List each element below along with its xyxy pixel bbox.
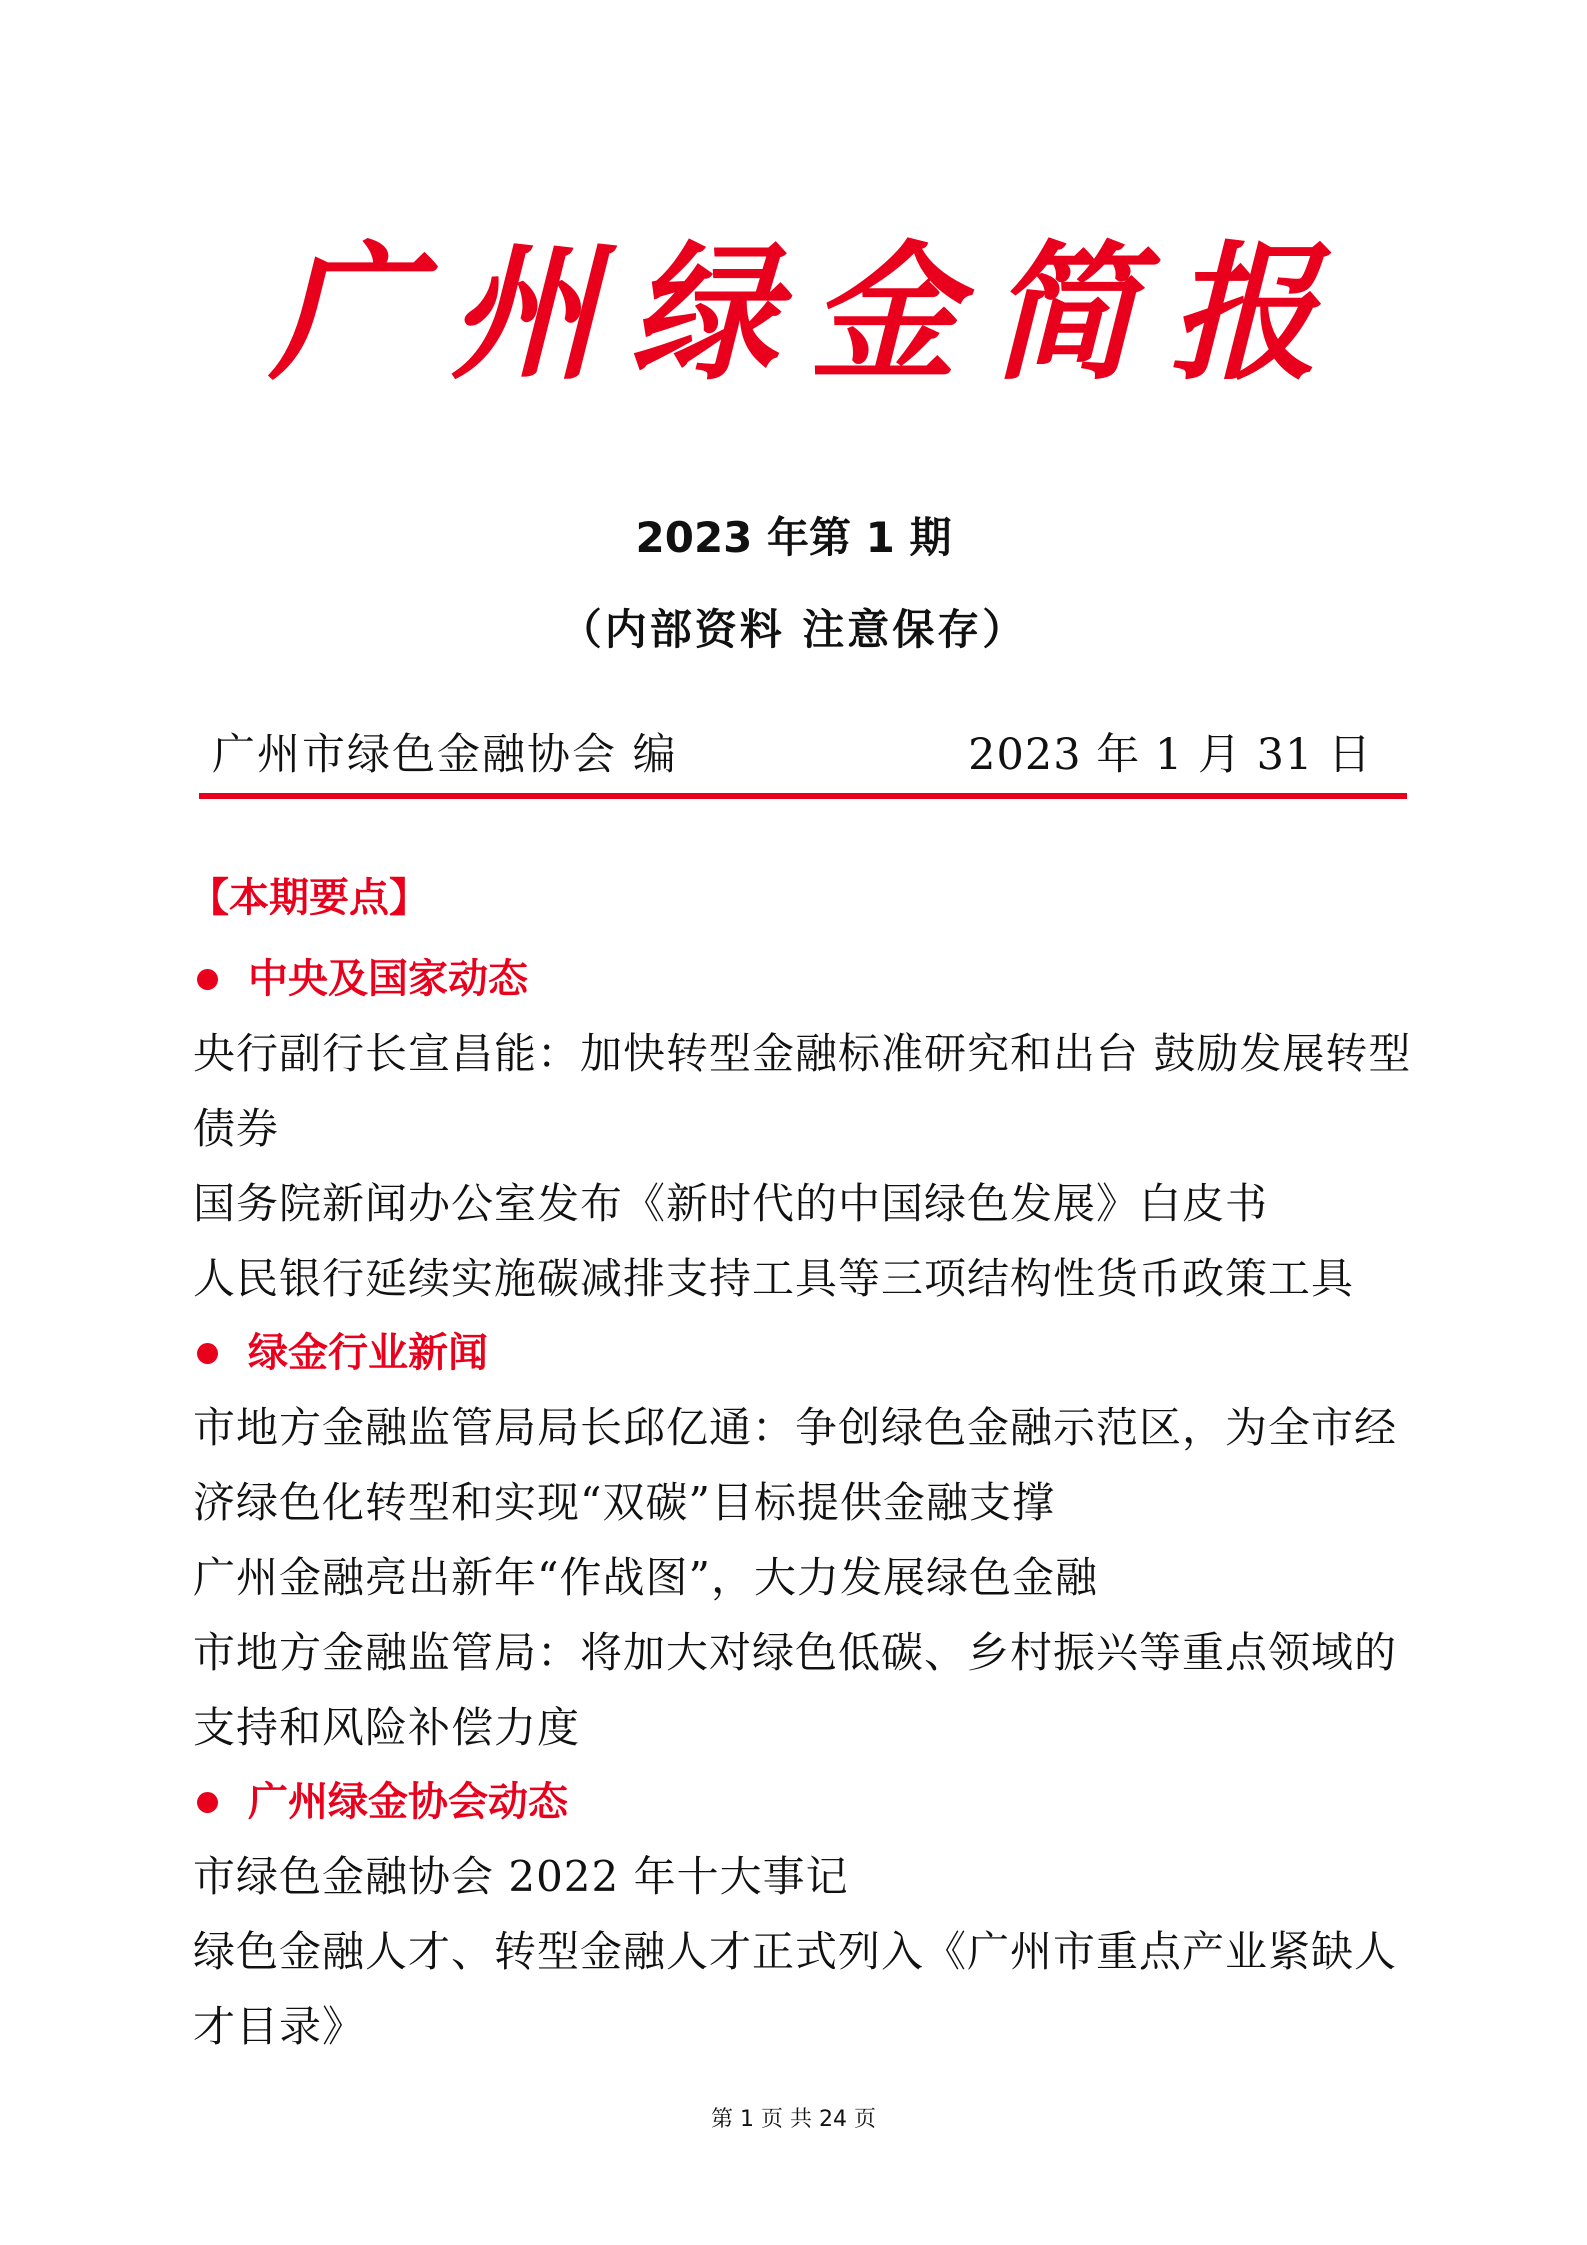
byline <box>212 725 1372 785</box>
section-association-news <box>193 1765 1413 2064</box>
list-item: 绿色金融人才、转型金融人才正式列入《广州市重点产业紧缺人才目录》 <box>193 1927 1398 2051</box>
list-item: 广州金融亮出新年“作战图”，大力发展绿色金融 <box>193 1553 1098 1602</box>
section-central-national <box>193 942 1413 1316</box>
publisher-name: 广州市绿色金融协会 编 <box>212 730 678 780</box>
section-heading <box>193 1316 1413 1390</box>
section-industry-news <box>193 1316 1413 1765</box>
confidential-notice: （内部资料 注意保存） <box>559 605 1028 654</box>
issue-number: 2023 年第 1 期 <box>635 513 952 562</box>
section-heading <box>193 942 1413 1016</box>
bullet-icon <box>197 1792 218 1813</box>
publish-date: 2023 年 1 月 31 日 <box>968 730 1372 780</box>
list-item: 央行副行长宣昌能：加快转型金融标准研究和出台 鼓励发展转型债券 <box>193 1029 1412 1153</box>
page-number: 第 1 页 共 24 页 <box>711 2107 876 2132</box>
masthead-title: 广州绿金简报 <box>269 226 1350 400</box>
highlights <box>189 868 1413 2064</box>
list-item: 市地方金融监管局局长邱亿通：争创绿色金融示范区，为全市经济绿色化转型和实现“双碳”目标提供金融支撑 <box>193 1403 1398 1527</box>
highlights-title: 【本期要点】 <box>189 875 429 921</box>
list-item: 国务院新闻办公室发布《新时代的中国绿色发展》白皮书 <box>193 1179 1269 1228</box>
section-heading-label: 绿金行业新闻 <box>248 1330 488 1376</box>
list-item: 市绿色金融协会 2022 年十大事记 <box>193 1852 849 1901</box>
header-divider <box>199 793 1407 799</box>
list-item: 人民银行延续实施碳减排支持工具等三项结构性货币政策工具 <box>193 1254 1355 1303</box>
section-heading-label: 广州绿金协会动态 <box>248 1779 568 1825</box>
section-heading <box>193 1765 1413 1839</box>
bullet-icon <box>197 969 218 990</box>
bullet-icon <box>197 1343 218 1364</box>
list-item: 市地方金融监管局：将加大对绿色低碳、乡村振兴等重点领域的支持和风险补偿力度 <box>193 1628 1398 1752</box>
section-heading-label: 中央及国家动态 <box>248 956 528 1002</box>
